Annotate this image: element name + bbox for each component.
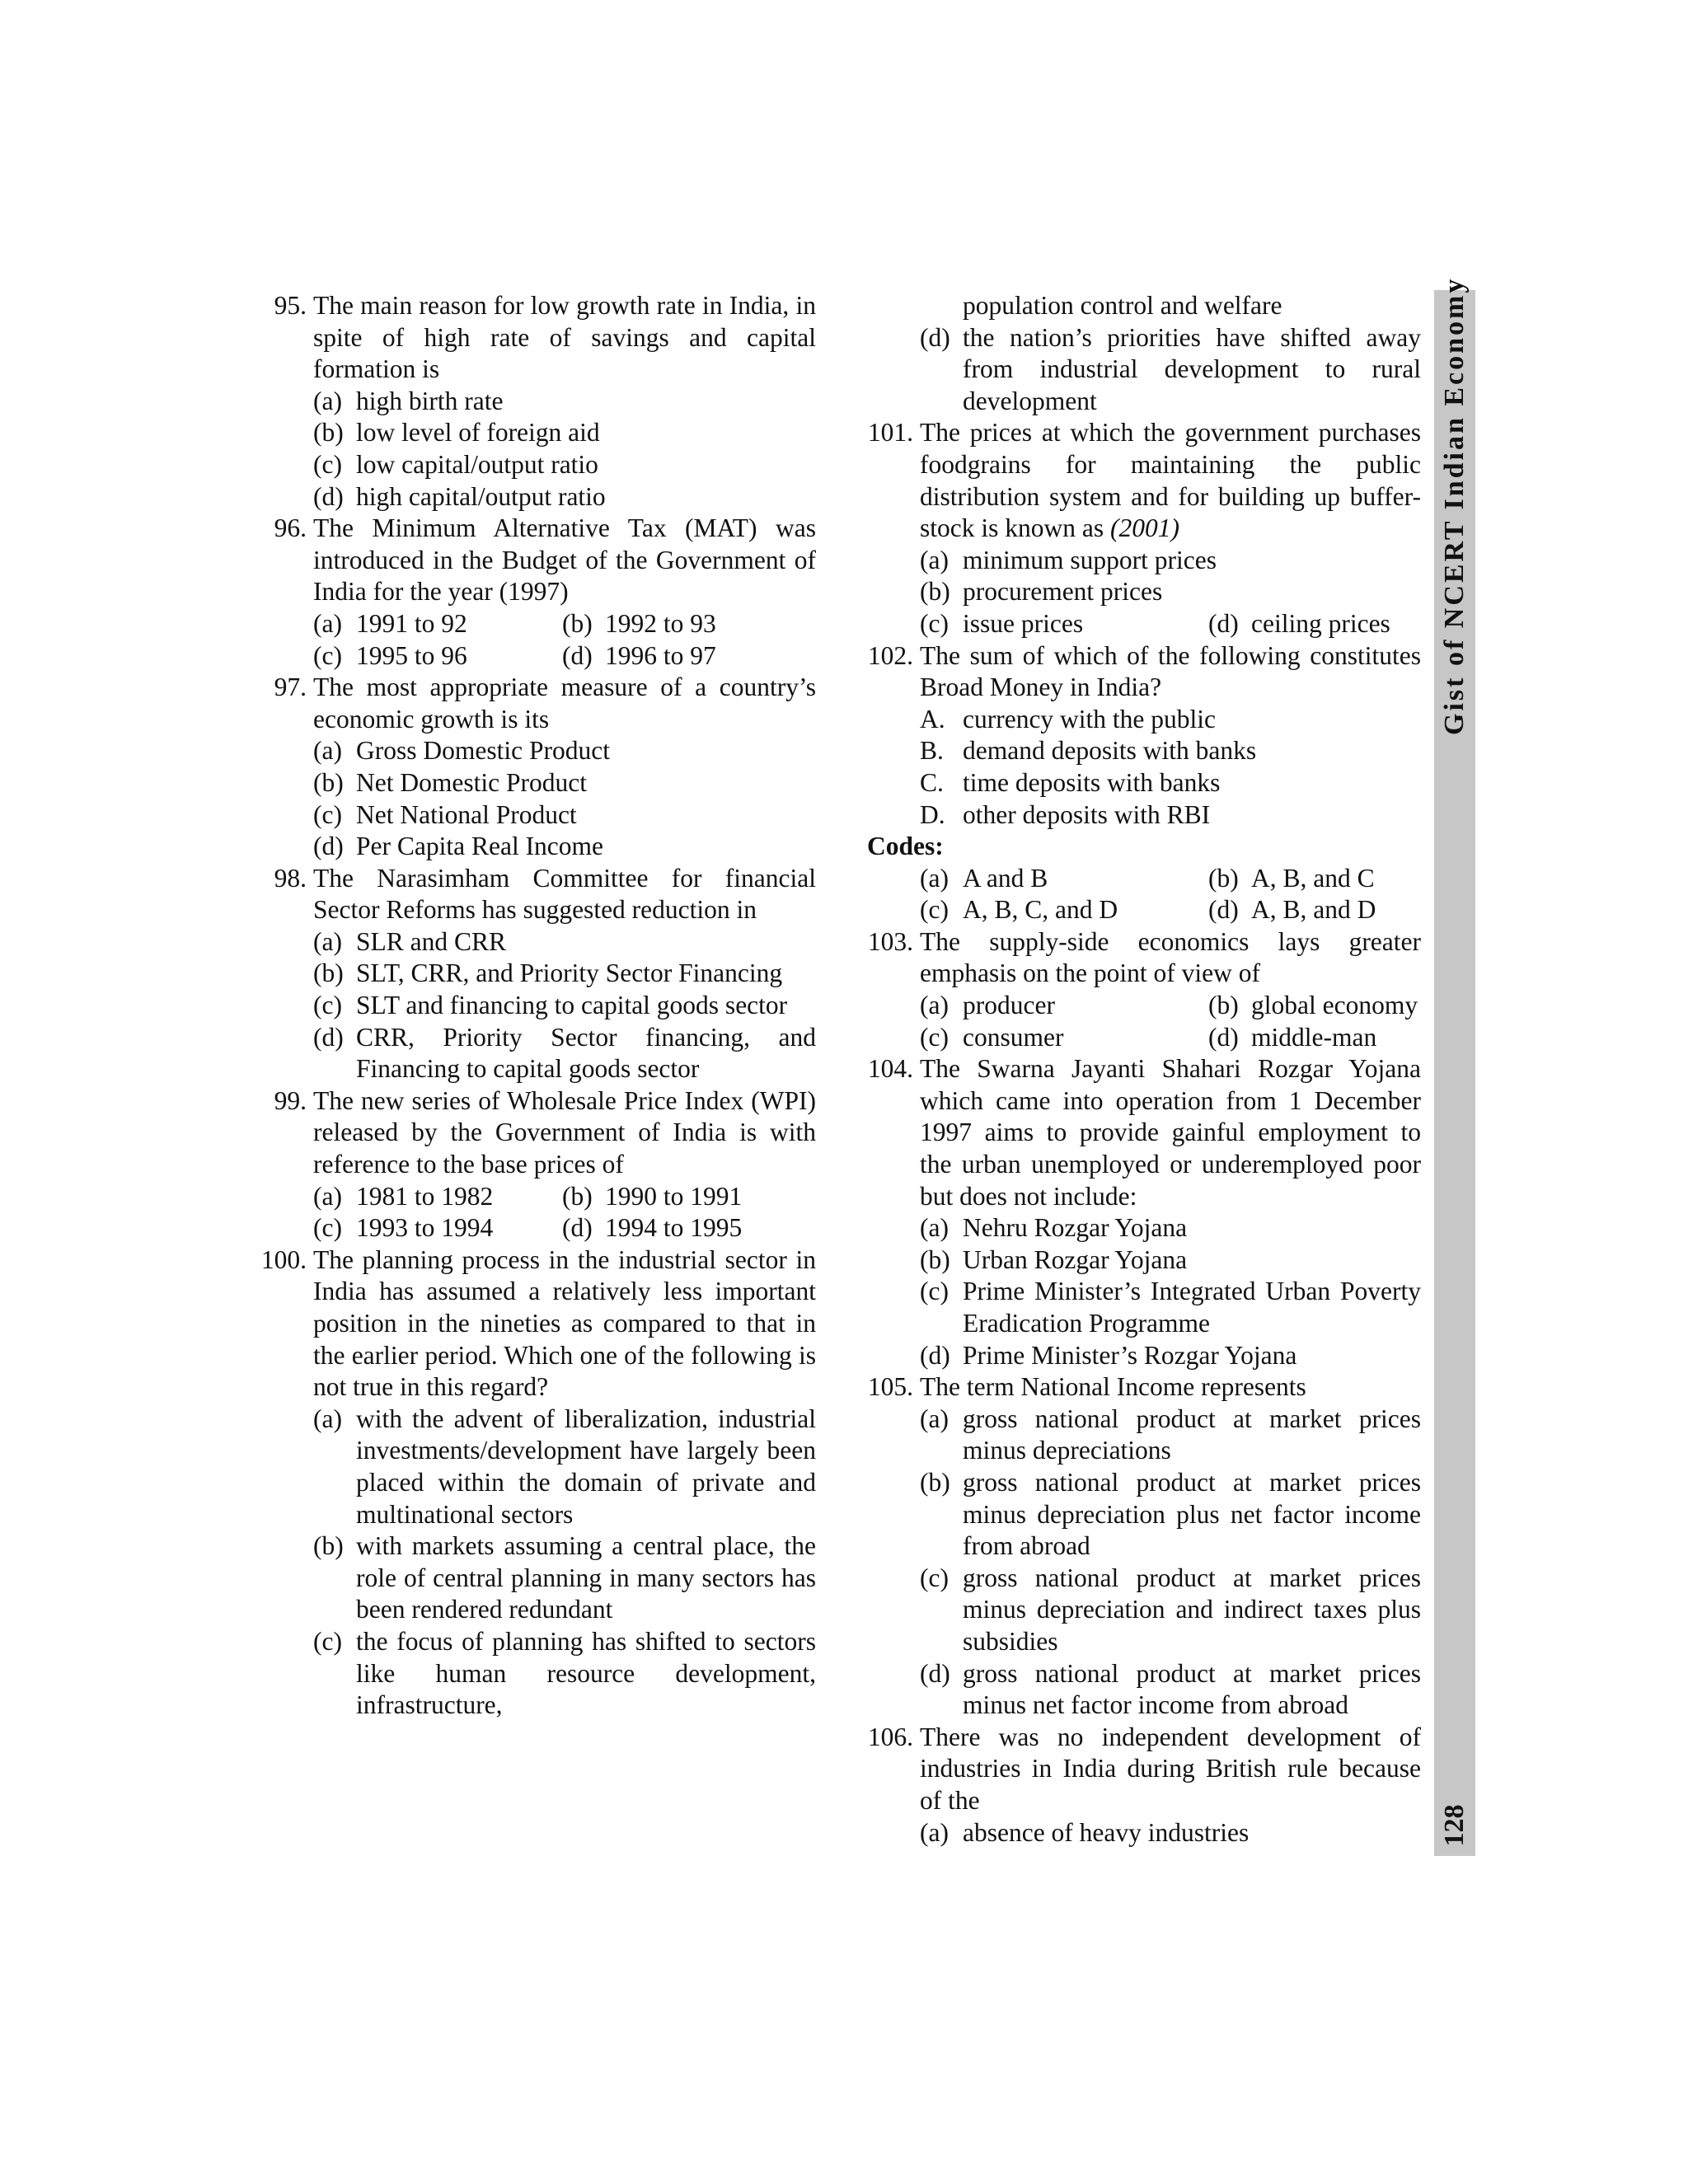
option-b: (b) with markets assuming a central place, the role of central planning in many sectors has been rendered redundant xyxy=(313,1531,816,1624)
option-a: (a) absence of heavy industries xyxy=(920,1817,1250,1847)
option-c: (c) SLT and financing to capital goods sector xyxy=(313,991,788,1020)
right-column xyxy=(852,290,1421,1849)
question-104 xyxy=(852,1053,1421,1371)
option-d: (d) gross national product at market prices minus net factor income from abroad xyxy=(920,1658,1421,1720)
option-d: (d) ceiling prices xyxy=(1208,608,1390,638)
option-d: (d) 1994 to 1995 xyxy=(562,1213,743,1243)
option-c-continued: population control and welfare xyxy=(963,291,1282,320)
option-c: (c) Prime Minister’s Integrated Urban Poverty Eradication Programme xyxy=(920,1277,1421,1338)
question-stem: The new series of Wholesale Price Index (WPI) released by the Government of India is with reference to the base prices of xyxy=(313,1085,816,1179)
option-b: (b) SLT, CRR, and Priority Sector Financing xyxy=(313,958,783,988)
option-d: (d) Per Capita Real Income xyxy=(313,832,604,861)
option-d: (d) middle-man xyxy=(1208,1022,1377,1052)
options-row xyxy=(313,1181,816,1213)
question-100-continued xyxy=(852,290,1421,417)
option-a: (a) 1991 to 92 xyxy=(313,608,467,638)
question-stem: There was no independent development of industries in India during British rule because of the xyxy=(920,1722,1421,1815)
options-row xyxy=(920,894,1421,926)
question-stem: The planning process in the industrial sector in India has assumed a relatively less important position in the nineties as compared to that in the earlier period. Which one of the following is not true in this regard? xyxy=(313,1244,816,1402)
question-stem: The prices at which the government purchases foodgrains for maintaining the public distribution system and for building up buffer-stock is known as (2001) xyxy=(920,418,1421,543)
options-row xyxy=(313,1212,816,1244)
question-stem: The main reason for low growth rate in India, in spite of high rate of savings and capital formation is xyxy=(313,291,816,384)
option-a: (a) A and B xyxy=(920,863,1048,893)
option-c: (c) consumer xyxy=(920,1022,1064,1052)
option-b: (b) Urban Rozgar Yojana xyxy=(920,1244,1188,1274)
option-b: (b) 1990 to 1991 xyxy=(562,1181,743,1211)
option-a: (a) gross national product at market prices minus depreciations xyxy=(920,1404,1421,1465)
question-98 xyxy=(246,863,816,1085)
question-96 xyxy=(246,513,816,672)
options-row xyxy=(920,608,1421,640)
options-row xyxy=(920,863,1421,895)
page-number: 128 xyxy=(1439,1804,1470,1847)
exam-year: (2001) xyxy=(1110,513,1179,543)
question-number: 98. xyxy=(274,863,307,893)
option-c: (c) low capital/output ratio xyxy=(313,449,598,479)
question-stem: The supply-side economics lays greater emphasis on the point of view of xyxy=(920,926,1421,988)
question-stem: The term National Income represents xyxy=(920,1372,1306,1402)
question-100 xyxy=(246,1244,816,1722)
question-number: 102. xyxy=(867,640,913,670)
options-row xyxy=(313,608,816,640)
option-d: (d) Prime Minister’s Rozgar Yojana xyxy=(920,1340,1297,1370)
option-c: (c) 1995 to 96 xyxy=(313,640,467,670)
book-title: Gist of NCERT Indian Economy xyxy=(1439,276,1470,735)
option-a: (a) 1981 to 1982 xyxy=(313,1181,494,1211)
statement-d: D. other deposits with RBI xyxy=(920,799,1211,829)
statement-a: A. currency with the public xyxy=(920,704,1217,733)
question-stem: The Minimum Alternative Tax (MAT) was introduced in the Budget of the Government of India for the year (1997) xyxy=(313,513,816,607)
option-b: (b) A, B, and C xyxy=(1208,863,1375,893)
question-number: 96. xyxy=(274,513,307,543)
option-b: (b) Net Domestic Product xyxy=(313,767,587,797)
question-number: 106. xyxy=(867,1722,913,1751)
question-102-codes xyxy=(852,863,1421,926)
statement-c: C. time deposits with banks xyxy=(920,767,1221,797)
option-b: (b) low level of foreign aid xyxy=(313,418,600,448)
option-d: (d) CRR, Priority Sector financing, and Financing to capital goods sector xyxy=(313,1022,816,1084)
question-102 xyxy=(852,640,1421,832)
option-c: (c) gross national product at market prices minus depreciation and indirect taxes plus subsidies xyxy=(920,1563,1421,1656)
question-number: 105. xyxy=(867,1372,913,1402)
page-number-box xyxy=(1434,1793,1475,1858)
option-c: (c) Net National Product xyxy=(313,799,577,829)
question-101 xyxy=(852,417,1421,640)
option-d: (d) A, B, and D xyxy=(1208,895,1376,925)
option-c: (c) A, B, C, and D xyxy=(920,895,1118,925)
left-column xyxy=(246,290,816,1722)
option-d: (d) high capital/output ratio xyxy=(313,481,606,511)
codes-label: Codes: xyxy=(867,832,944,861)
option-b: (b) global economy xyxy=(1208,991,1418,1020)
question-number: 95. xyxy=(274,291,307,320)
question-99 xyxy=(246,1085,816,1244)
question-stem: The most appropriate measure of a country’s economic growth is its xyxy=(313,673,816,733)
option-a: (a) SLR and CRR xyxy=(313,926,507,956)
option-b: (b) 1992 to 93 xyxy=(562,608,716,638)
option-a: (a) with the advent of liberalization, industrial investments/development have largely been placed within the domain of private and multinational sectors xyxy=(313,1404,816,1529)
option-b: (b) procurement prices xyxy=(920,577,1163,607)
option-a: (a) Gross Domestic Product xyxy=(313,736,610,766)
question-105 xyxy=(852,1371,1421,1722)
question-97 xyxy=(246,672,816,863)
question-number: 100. xyxy=(260,1244,307,1274)
question-stem: The Narasimham Committee for financial Sector Reforms has suggested reduction in xyxy=(313,863,816,925)
option-d: (d) the nation’s priorities have shifted away from industrial development to rural development xyxy=(920,322,1421,415)
option-b: (b) gross national product at market prices minus depreciation plus net factor income from abroad xyxy=(920,1467,1421,1561)
question-number: 97. xyxy=(274,673,307,702)
question-number: 101. xyxy=(867,418,913,448)
option-a: (a) producer xyxy=(920,991,1055,1020)
question-number: 104. xyxy=(867,1054,913,1084)
question-number: 99. xyxy=(274,1085,307,1115)
statement-b: B. demand deposits with banks xyxy=(920,736,1257,766)
option-d: (d) 1996 to 97 xyxy=(562,640,716,670)
question-number: 103. xyxy=(867,926,913,956)
option-c: (c) issue prices xyxy=(920,608,1084,638)
options-row xyxy=(920,1022,1421,1054)
option-a: (a) high birth rate xyxy=(313,386,504,415)
question-95 xyxy=(246,290,816,513)
option-a: (a) Nehru Rozgar Yojana xyxy=(920,1213,1188,1243)
option-a: (a) minimum support prices xyxy=(920,545,1217,574)
options-row xyxy=(313,640,816,673)
options-row xyxy=(920,990,1421,1022)
question-stem: The sum of which of the following constitutes Broad Money in India? xyxy=(920,640,1421,702)
question-103 xyxy=(852,926,1421,1053)
question-stem: The Swarna Jayanti Shahari Rozgar Yojana which came into operation from 1 December 1997 aims to provide gainful employment to the urban unemployed or underemployed poor but does not include: xyxy=(920,1054,1421,1211)
option-c: (c) the focus of planning has shifted to sectors like human resource development, infrastructure, xyxy=(313,1626,816,1720)
option-c: (c) 1993 to 1994 xyxy=(313,1213,494,1243)
question-106 xyxy=(852,1722,1421,1849)
